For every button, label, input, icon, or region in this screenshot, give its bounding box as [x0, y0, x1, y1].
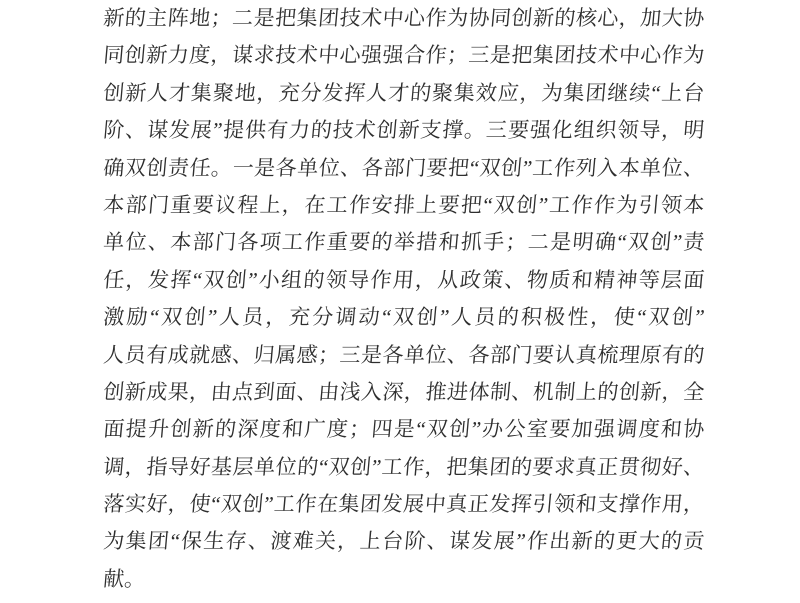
text-line: 激励“双创”人员，充分调动“双创”人员的积极性，使“双创” — [102, 305, 706, 330]
text-line: 本部门重要议程上，在工作安排上要把“双创”工作作为引领本 — [102, 192, 706, 217]
text-line: 献。 — [102, 566, 147, 591]
text-line: 新的主阵地；二是把集团技术中心作为协同创新的核心，加大协 — [102, 6, 706, 30]
text-line: 单位、本部门各项工作重要的举措和抓手；二是明确“双创”责 — [102, 230, 706, 255]
text-line: 任，发挥“双创”小组的领导作用，从政策、物质和精神等层面 — [102, 267, 706, 292]
text-line: 落实好，使“双创”工作在集团发展中真正发挥引领和支撑作用， — [102, 492, 706, 517]
text-line: 面提升创新的深度和广度；四是“双创”办公室要加强调度和协 — [102, 417, 706, 442]
text-line: 阶、谋发展”提供有力的技术创新支撑。三要强化组织领导，明 — [102, 118, 706, 143]
text-line: 调，指导好基层单位的“双创”工作，把集团的要求真正贯彻好、 — [102, 454, 706, 479]
text-line: 确双创责任。一是各单位、各部门要把“双创”工作列入本单位、 — [102, 155, 706, 180]
paragraph-block — [103, 0, 704, 598]
text-line: 创新人才集聚地，充分发挥人才的聚集效应，为集团继续“上台 — [102, 80, 706, 105]
text-line: 创新成果，由点到面、由浅入深，推进体制、机制上的创新，全 — [102, 379, 706, 404]
text-line: 人员有成就感、归属感；三是各单位、各部门要认真梳理原有的 — [102, 342, 706, 367]
text-line: 同创新力度，谋求技术中心强强合作；三是把集团技术中心作为 — [102, 43, 706, 68]
text-line: 为集团“保生存、渡难关，上台阶、谋发展”作出新的更大的贡 — [102, 529, 706, 554]
